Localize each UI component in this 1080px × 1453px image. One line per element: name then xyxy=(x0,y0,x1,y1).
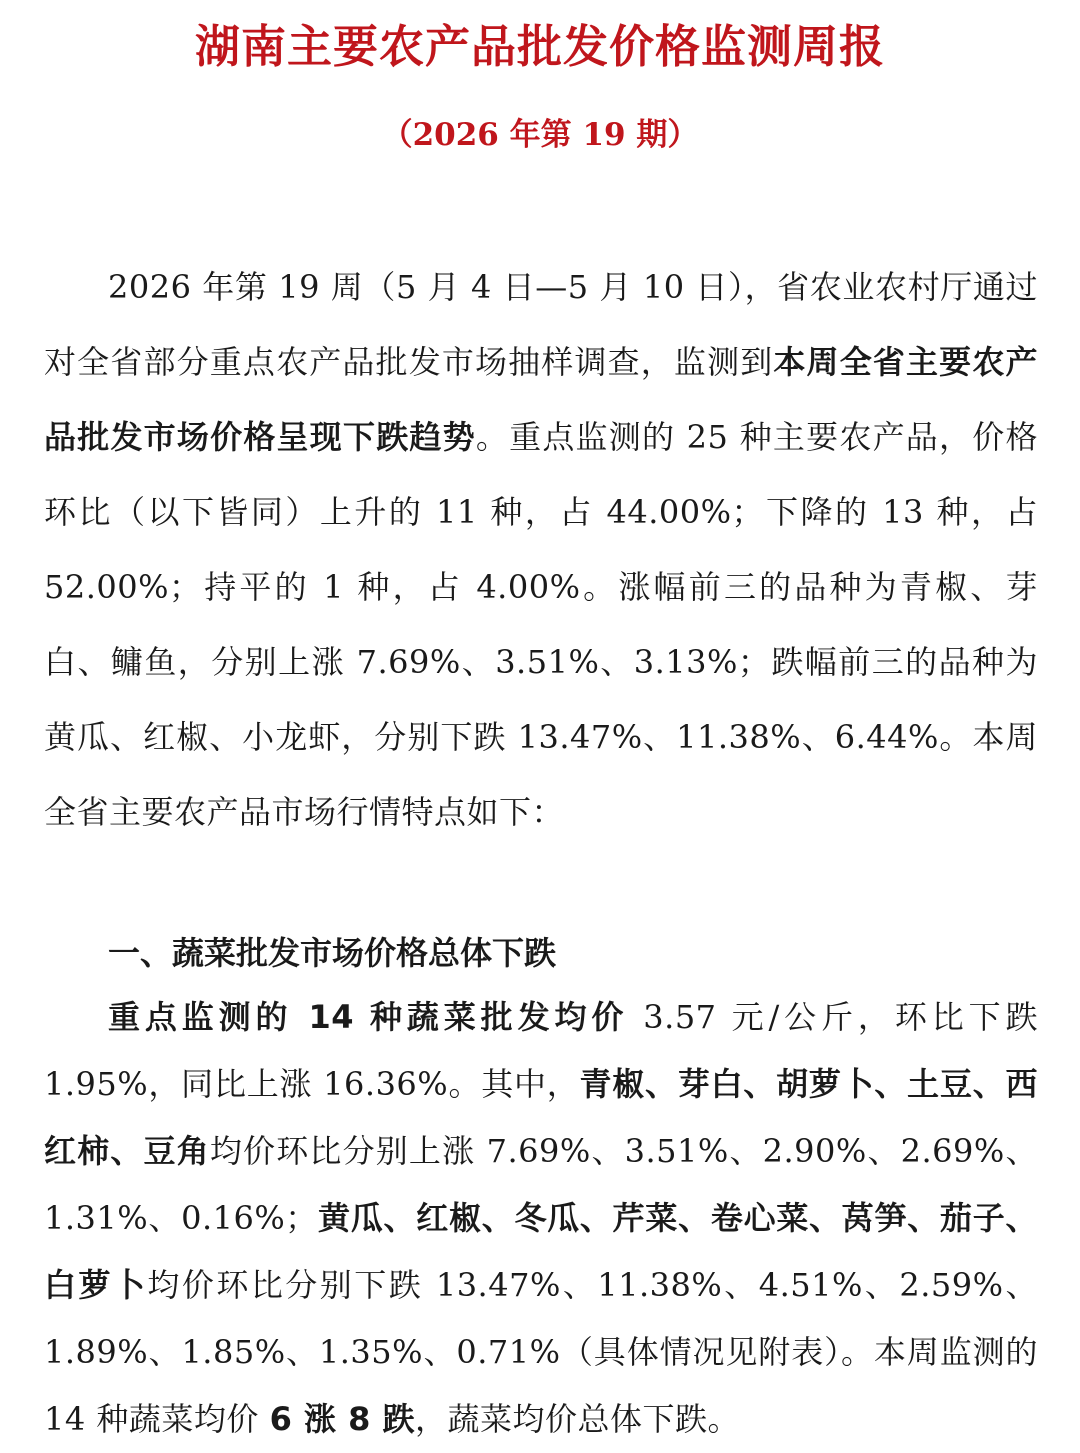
vegetable-paragraph xyxy=(44,984,1038,1453)
veg-text-4: ，蔬菜均价总体下跌。 xyxy=(415,1400,741,1438)
veg-rise-fall-count: 6 涨 8 跌 xyxy=(269,1400,416,1438)
intro-text-1: 2026 年第 19 周（5 月 4 日—5 月 10 日），省农业农村厅通过对全省部分重点农产品批发市场抽样调查，监测到 xyxy=(44,268,1038,381)
intro-text-2: 。重点监测的 25 种主要农产品，价格环比（以下皆同）上升的 11 种，占 44.00%；下降的 13 种，占 52.00%；持平的 1 种，占 4.00%。涨幅前三的品种为青椒、芽白、鳙鱼，分别上涨 7.69%、3.51%、3.13%；跌幅前三的品种为黄瓜、红椒、小龙虾，分别下跌 13.47%、11.38%、6.44%。本周全省主要农产品市场行情特点如下： xyxy=(44,418,1038,831)
intro-key-finding: 本周全省主要农产品批发市场价格呈现下跌趋势 xyxy=(44,343,1038,456)
veg-text-3: 均价环比分别下跌 13.47%、11.38%、4.51%、2.59%、1.89%、1.85%、1.35%、0.71%（具体情况见附表）。本周监测的 14 种蔬菜均价 xyxy=(44,1266,1038,1438)
intro-paragraph xyxy=(44,250,1038,850)
section-heading-vegetables: 一、蔬菜批发市场价格总体下跌 xyxy=(108,934,557,972)
veg-text-1: 3.57 元/公斤，环比下跌 1.95%，同比上涨 16.36%。其中， xyxy=(44,998,1038,1103)
veg-text-2: 均价环比分别上涨 7.69%、3.51%、2.90%、2.69%、1.31%、0.16%； xyxy=(44,1132,1038,1237)
veg-falling-items: 黄瓜、红椒、冬瓜、芹菜、卷心菜、莴笋、茄子、白萝卜 xyxy=(44,1199,1038,1304)
report-title: 湖南主要农产品批发价格监测周报 xyxy=(194,20,885,73)
veg-summary-label: 重点监测的 14 种蔬菜批发均价 xyxy=(108,998,629,1036)
veg-rising-items: 青椒、芽白、胡萝卜、土豆、西红柿、豆角 xyxy=(44,1065,1038,1170)
issue-number: （2026 年第 19 期） xyxy=(381,117,699,153)
